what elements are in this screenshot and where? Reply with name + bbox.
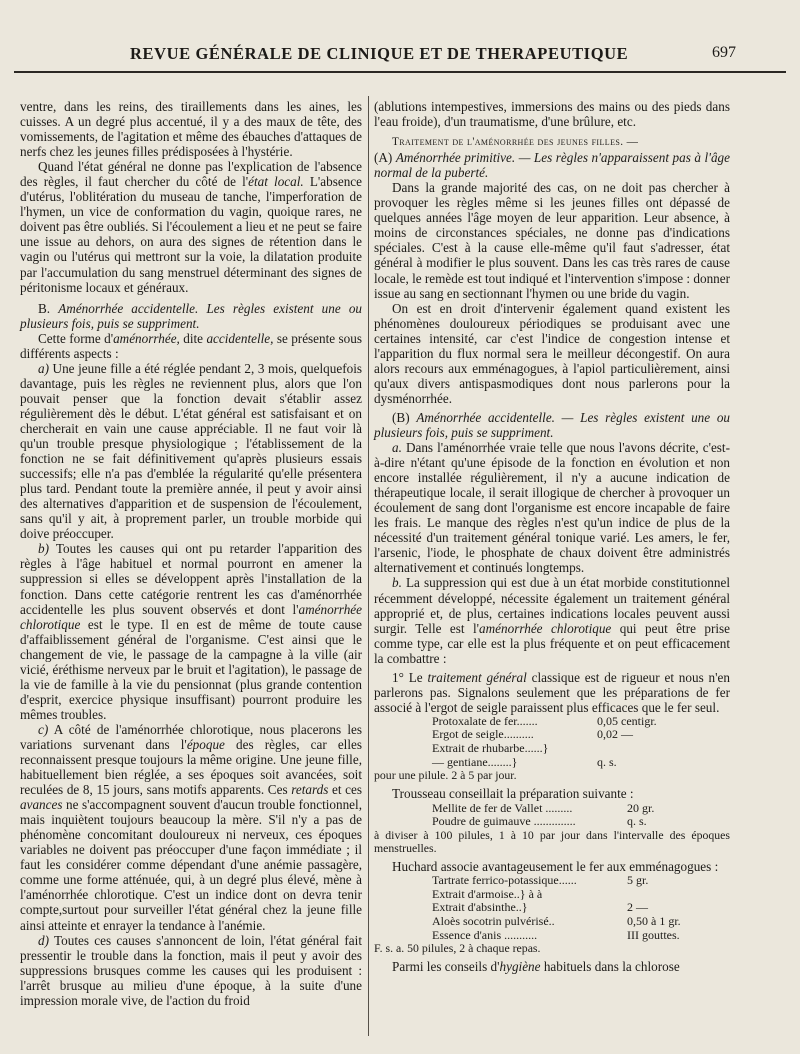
paragraph: Cette forme d'aménorrhée, dite accidentelle, se présente sous différents aspects : bbox=[20, 330, 362, 361]
paragraph: Parmi les conseils d'hygiène habituels dans la chlorose bbox=[392, 959, 680, 975]
journal-title: REVUE GÉNÉRALE DE CLINIQUE ET DE THERAPEUTIQUE bbox=[130, 44, 629, 63]
recipe-row: Tartrate ferrico-potassique...... 5 gr. bbox=[432, 873, 649, 888]
paragraph: a) Une jeune fille a été réglée pendant 2, 3 mois, quelquefois davantage, puis les règles ne reviennent plus, alors que l'on pouvait penser que la fonction devait s'établir assez régulièrement dès le début. L'état général est satisfaisant et on chercherait en vain une cause appréciable. Il ne faut voir là qu'un trouble presque physiologique ; l'établissement de la fonction ne se fait définitivement qu'après plusieurs essais successifs; elle n'a pas d'emblée la régularité qu'elle présentera plus tard. Pendant toute la première année, il peut y avoir ainsi des alternatives d'apparition et de suspension de l'écoulement, sans qu'il y ait, à proprement parler, un trouble morbide qui doive préoccuper. bbox=[20, 360, 362, 542]
recipe-1 bbox=[432, 715, 732, 769]
recipe-row: Ergot de seigle.......... 0,02 — bbox=[432, 727, 633, 742]
paragraph: c) A côté de l'aménorrhée chlorotique, nous placerons les variations survenant dans l'époque des règles, car elles reconnaissent presque toujours la même origine. Une jeune fille, habituellement bien réglée, a ses époques soit avancées, soit reculées de 8, 15 jours, sans motifs apparents. Ces retards et ces avances ne s'accompagnent souvent d'aucun trouble fonctionnel, mais inquiètent toujours beaucoup la mère. S'il n'y a pas de phénomène concomitant douloureux ni nerveux, ces époques variables ne doivent pas préoccuper d'une façon immédiate ; il faut les considérer comme dépendant d'une anémie passagère, comme une forme atténuée, qui, à un degré plus élevé, mène à l'aménorrhée chlorotique. C'est un indice dont on devra tenir compte,surtout pour surveiller l'état général chez la jeune fille ainsi atteinte et enrayer la tendance à l'anémie. bbox=[20, 721, 362, 933]
recipe-row: Extrait d'armoise..} à à bbox=[432, 886, 543, 901]
recipe-row: — gentiane........} q. s. bbox=[432, 754, 617, 769]
recipe-2 bbox=[432, 802, 732, 829]
paragraph: 1° Le traitement général classique est de rigueur et nous n'en parlerons pas. Signalons seulement que les préparations de fer associé à l'ergot de seigle paraissent plus efficaces que le fer seul. bbox=[374, 669, 730, 715]
paragraph: Quand l'état général ne donne pas l'explication de l'absence des règles, il faut chercher du côté de l'état local. L'absence d'utérus, l'oblitération du museau de tanche, l'imperforation de l'hymen, un vice de conformation du vagin, quoique rares, ne doivent pas être oubliés. Si l'écoulement a lieu et ne peut se faire une issue au dehors, on aura des signes de rétention dans le vagin ou l'utérus qui mettront sur la voie, la dilatation produite par l'accumulation du sang menstruel déterminant des signes de péritonisme locaux et généraux. bbox=[20, 159, 362, 295]
column-divider bbox=[368, 96, 369, 1036]
recipe-note: à diviser à 100 pilules, 1 à 10 par jour dans l'intervalle des époques menstruelles. bbox=[374, 827, 730, 855]
subheading-a: (A) Aménorrhée primitive. — Les règles n'apparaissent pas à l'âge normal de la puberté. bbox=[374, 150, 731, 181]
paragraph: d) Toutes ces causes s'annoncent de loin, l'état général fait pressentir le trouble dans la fonction, mais il peut y avoir des suppressions brusques comme les causes qui les produisent : l'arrêt brusque au milieu d'une époque, à la suite d'une impression morale vive, de l'action du froid bbox=[20, 932, 362, 1008]
paragraph: b) Toutes les causes qui ont pu retarder l'apparition des règles à l'âge habituel et normal pourront en amener la suppression si elles se développent après l'installation de la fonction. Dans cette catégorie rentrent les cas d'aménorrhée accidentelle les plus souvent observés et dont l'aménorrhée chlorotique est le type. Il en est de même de toute cause d'affaiblissement général de l'organisme. C'est ainsi que le changement de vie, le passage de la campagne à la ville (air vicié, éréthisme nerveux par le bruit et l'agitation), le passage de la vie de famille à la vie du pensionnat (plus grande contention d'esprit, exercice physique insuffisant) pourront produire les mêmes troubles. bbox=[20, 541, 362, 722]
section-heading-treatment: Traitement de l'aménorrhée des jeunes filles. — bbox=[392, 136, 639, 149]
recipe-row: Poudre de guimauve .............. q. s. bbox=[432, 814, 647, 829]
recipe-3 bbox=[432, 874, 732, 942]
running-header bbox=[0, 44, 800, 66]
recipe-row: Essence d'anis ........... III gouttes. bbox=[432, 927, 680, 942]
left-column bbox=[20, 99, 362, 1008]
recipe-note: pour une pilule. 2 à 5 par jour. bbox=[374, 768, 517, 783]
recipe-row: Mellite de fer de Vallet ......... 20 gr. bbox=[432, 800, 655, 815]
paragraph: (ablutions intempestives, immersions des mains ou des pieds dans l'eau froide), d'un traumatisme, d'une brûlure, etc. bbox=[374, 99, 730, 130]
right-column bbox=[374, 99, 730, 974]
paragraph: ventre, dans les reins, des tiraillements dans les aines, les cuisses. A un degré plus accentué, il y a des maux de tête, des vomissements, de l'agitation et même des ébauches d'attaques de nerfs chez les jeunes filles prédisposées à l'hystérie. bbox=[20, 99, 362, 160]
page-number: 697 bbox=[712, 44, 736, 61]
paragraph: Dans la grande majorité des cas, on ne doit pas chercher à provoquer les règles même si les jeunes filles ont dépassé de quelques années l'âge moyen de leur apparition. Leur absence, à moins de circonstances spéciales, ne donne pas d'indications spéciales. C'est à la cause elle-même qu'il faut s'adresser, état général à modifier le plus souvent. Dans les cas très rares de cause locale, le remède est tout indiqué et l'intervention s'impose : donner issue au sang en sectionnant l'hymen ou une bride du vagin. bbox=[374, 180, 730, 301]
paragraph: On est en droit d'intervenir également quand existent les phénomènes douloureux périodiques se produisant avec une certaines intensité, car c'est l'indice de congestion intense et l'apparition du flux normal sera le meilleur décongestif. On aura alors recours aux emménagogues, à l'apiol particulièrement, ainsi qu'aux divers antispasmodiques dont nous parlerons pour la dysménorrhée. bbox=[374, 300, 730, 406]
paragraph: Huchard associe avantageusement le fer aux emménagogues : bbox=[392, 859, 719, 875]
paragraph: b. La suppression qui est due à un état morbide constitutionnel récemment développé, nécessite également un traitement général approprié et, de plus, certaines indications locales peuvent aussi surgir. Telle est l'aménorrhée chlorotique qui peut être prise comme type, car elle est la plus fréquente et on peut efficacement la combattre : bbox=[374, 575, 731, 666]
paragraph: Trousseau conseillait la préparation suivante : bbox=[392, 786, 634, 802]
subheading-b: (B) Aménorrhée accidentelle. — Les règles existent une ou plusieurs fois, puis se suppriment. bbox=[374, 409, 731, 440]
recipe-row: Protoxalate de fer....... 0,05 centigr. bbox=[432, 713, 657, 728]
paragraph: a. Dans l'aménorrhée vraie telle que nous l'avons décrite, c'est-à-dire n'étant qu'une épisode de la fonction en évolution et non encore installée régulièrement, il n'y a aucune indication de thérapeutique locale, il serait illogique de chercher à provoquer un écoulement de sang dont l'organisme est encore incapable de faire les frais. Le manque des règles n'est qu'un indice de plus de la nécessité d'un traitement général tonique varié. Les amers, le fer, l'arsenic, l'iode, le phosphate de chaux doivent être administrés alternativement et continués longtemps. bbox=[374, 440, 730, 576]
recipe-row: Extrait de rhubarbe......} bbox=[432, 741, 549, 756]
header-rule bbox=[14, 71, 786, 73]
recipe-row: Extrait d'absinthe..} 2 — bbox=[432, 900, 648, 915]
recipe-row: Aloès socotrin pulvérisé.. 0,50 à 1 gr. bbox=[432, 913, 681, 928]
recipe-note: F. s. a. 50 pilules, 2 à chaque repas. bbox=[374, 941, 541, 956]
section-heading-b: B. Aménorrhée accidentelle. Les règles existent une ou plusieurs fois, puis se suppriment. bbox=[20, 300, 363, 331]
